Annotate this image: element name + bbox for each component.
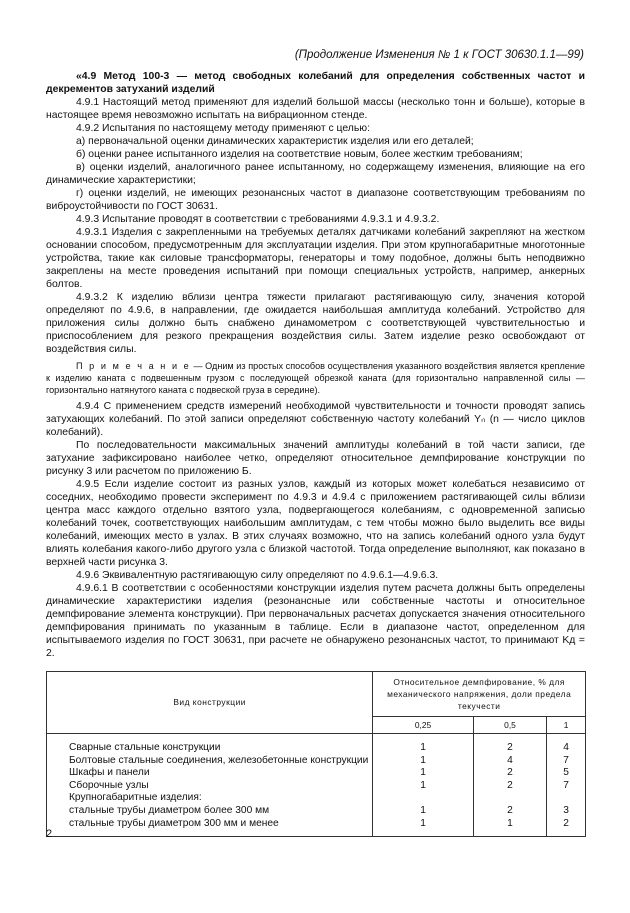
paragraph-4-9-3: 4.9.3 Испытание проводят в соответствии с требованиями 4.9.3.1 и 4.9.3.2. xyxy=(76,214,440,225)
note-text: — Одним из простых способов осуществления указанного воздействия является крепление к изделию каната с подвешенным грузом с последующей обрезкой каната (для горизонтально направленной силы — горизонтально натянутого каната с подвеской груза в середине). xyxy=(46,361,585,395)
document-body xyxy=(46,70,585,660)
table-cell: 3 xyxy=(563,804,569,816)
table-values-0-5 xyxy=(473,734,546,837)
paragraph-4-9-3-2: 4.9.3.2 К изделию вблизи центра тяжести прилагают растягивающую силу, значения которой определяют по 4.9.6, в направлении, где ожидается наибольшая амплитуда колебаний. Устройство для приложения силы должно быть снабжено динамометром с соответствующей чувствительностью и приспособлением для резкого прекращения воздействия силы. Затем изделие резко освобождают от воздействия силы. xyxy=(46,292,585,355)
running-header: (Продолжение Изменения № 1 к ГОСТ 30630.1.1—99) xyxy=(294,49,584,61)
table-cell: 1 xyxy=(420,767,426,779)
table-cell xyxy=(474,792,546,805)
list-item-b: б) оценки ранее испытанного изделия на соответствие новым, более жестким требованиям; xyxy=(76,149,523,160)
table-cell: 7 xyxy=(563,779,569,791)
paragraph-4-9-4: 4.9.4 С применением средств измерений необходимой чувствительности и точности проводят запись затухающих колебаний. По этой записи определяют собственную частоту колебаний Yₙ (n — число циклов колебаний). xyxy=(46,401,585,438)
table-cell: 4 xyxy=(563,742,569,753)
table-col-0-25: 0,25 xyxy=(373,717,473,734)
table-cell: 7 xyxy=(563,754,569,766)
damping-table xyxy=(46,671,586,837)
table-kinds-cell xyxy=(47,734,373,837)
table-row-kind: Сварные стальные конструкции xyxy=(69,742,221,753)
table-cell: 1 xyxy=(420,742,426,753)
table-cell: 2 xyxy=(507,779,513,791)
table-cell: 5 xyxy=(563,767,569,779)
table-values-0-25 xyxy=(373,734,473,837)
table-cell: 2 xyxy=(563,817,569,829)
table-row-kind: Крупногабаритные изделия: xyxy=(69,792,202,804)
note-label: П р и м е ч а н и е xyxy=(76,361,191,371)
paragraph-4-9-4-cont: По последовательности максимальных значений амплитуды колебаний в той части записи, где затухание зафиксировано наиболее четко, определяют относительное демпфирование конструкции по рисунку 3 или расчетом по приложению Б. xyxy=(46,440,585,477)
table-cell: 1 xyxy=(420,754,426,766)
table-cell: 1 xyxy=(420,779,426,791)
table-values-1 xyxy=(547,734,586,837)
table-row-kind: Шкафы и панели xyxy=(69,767,150,779)
note xyxy=(46,360,585,396)
list-item-a: а) первоначальной оценки динамических характеристик изделия или его деталей; xyxy=(76,136,474,147)
table-head-group: Относительное демпфирование, % для механического напряжения, доли предела текучести xyxy=(373,672,586,717)
list-item-c: в) оценки изделий, аналогичного ранее испытанному, но содержащему изменения, влияющие на его динамические характеристики; xyxy=(46,162,585,186)
table-head-kind: Вид конструкции xyxy=(47,672,373,734)
paragraph-4-9-3-1: 4.9.3.1 Изделия с закрепленными на требуемых деталях датчиками колебаний закрепляют на жестком основании способом, предусмотренным для эксплуатации изделия. При этом крупногабаритные многотонные устройства, такие как силовые трансформаторы, генераторы и тому подобное, должны быть неподвижно закреплены на месте проведения испытаний при помощи специальных устройств, например, анкерных болтов. xyxy=(46,227,585,290)
table-cell: 4 xyxy=(507,754,513,766)
table-col-0-5: 0,5 xyxy=(473,717,546,734)
table-row-kind: Болтовые стальные соединения, железобетонные конструкции xyxy=(69,754,369,766)
paragraph-4-9-6: 4.9.6 Эквивалентную растягивающую силу определяют по 4.9.6.1—4.9.6.3. xyxy=(76,570,439,581)
table-col-1: 1 xyxy=(547,717,586,734)
table-row-kind: стальные трубы диаметром более 300 мм xyxy=(69,804,270,816)
paragraph-4-9-1: 4.9.1 Настоящий метод применяют для изделий большой массы (несколько тонн и больше), которые в настоящее время невозможно испытать на вибрационном стенде. xyxy=(46,97,585,121)
table-cell: 2 xyxy=(507,804,513,816)
table-cell: 2 xyxy=(507,767,513,779)
table-cell: 1 xyxy=(507,817,513,829)
table-cell: 1 xyxy=(420,804,426,816)
table-cell: 1 xyxy=(420,817,426,829)
list-item-d: г) оценки изделий, не имеющих резонансных частот в диапазоне соответствующим требованиям по виброустойчивости по ГОСТ 30631. xyxy=(46,188,585,212)
table-row-kind: стальные трубы диаметром 300 мм и менее xyxy=(69,817,279,829)
paragraph-4-9-2: 4.9.2 Испытания по настоящему методу применяют с целью: xyxy=(76,123,370,134)
paragraph-4-9-6-1: 4.9.6.1 В соответствии с особенностями конструкции изделия путем расчета должны быть определены динамические характеристики изделия (резонансные или собственные частоты и относительное демпфирование элемента конструкции). При первоначальных расчетах допускается значения относительного демпфирования принимать по указанным в таблице. Если в диапазоне частот, определенном для испытываемого изделия по ГОСТ 30631, при расчете не обнаружено резонансных частот, то принимают Kд = 2. xyxy=(46,583,585,659)
table-cell xyxy=(547,792,585,805)
table-cell: 2 xyxy=(507,742,513,753)
page-number: 2 xyxy=(46,828,53,840)
paragraph-4-9-5: 4.9.5 Если изделие состоит из разных узлов, каждый из которых может колебаться независимо от соседних, необходимо провести эксперимент по 4.9.3 и 4.9.4 с приложением растягивающей силы вблизи центра масс каждого отдельно взятого узла, подвергающегося колебаниям, с одновременной записью колебаний точек, соответствующих наибольшим амплитудам, с тем чтобы можно было выделить все виды колебаний, имеющих место в узлах. В этих случаях возможно, что на запись колебаний одного узла будут влиять колебания какого-либо другого узла с близкой частотой. Тогда определение выполняют, как показано в верхней части рисунка 3. xyxy=(46,479,585,568)
table-row-kind: Сборочные узлы xyxy=(69,779,149,791)
section-title: «4.9 Метод 100-3 — метод свободных колебаний для определения собственных частот и декрементов затуханий изделий xyxy=(46,71,585,95)
table-cell xyxy=(373,792,472,805)
